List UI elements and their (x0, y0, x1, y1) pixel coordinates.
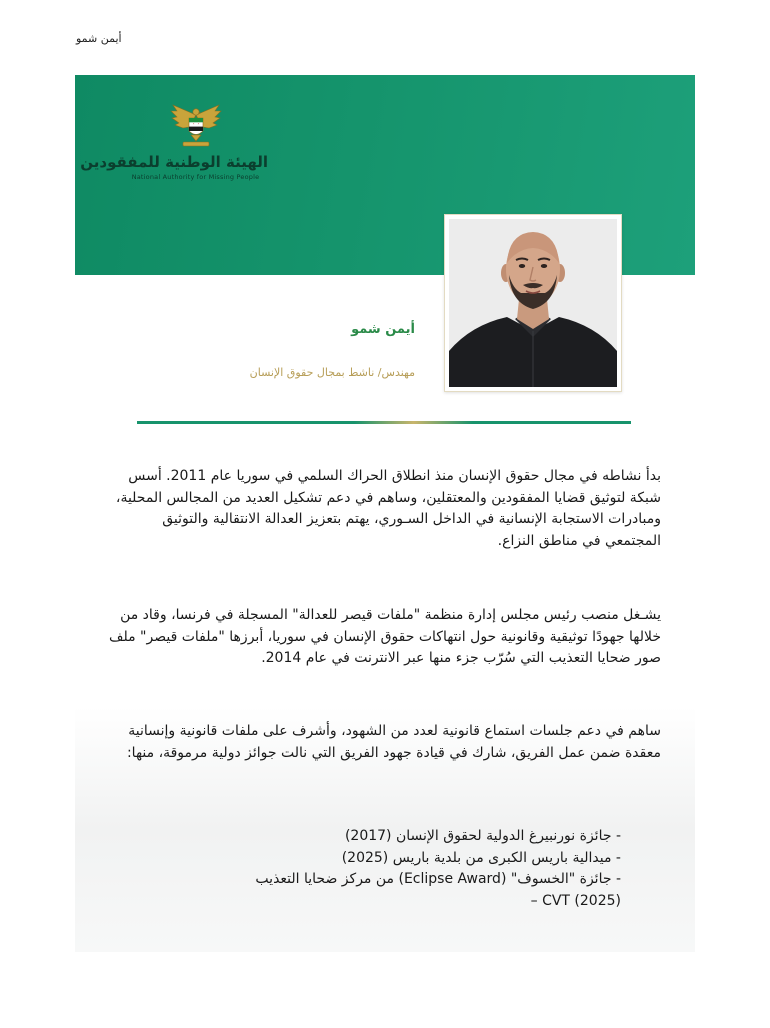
person-name: أيمن شمو (351, 322, 415, 337)
profile-sheet (75, 75, 695, 952)
organization-name-arabic: الهيئة الوطنية للمفقودين (80, 153, 268, 171)
bio-paragraph: بدأ نشاطه في مجال حقوق الإنسان منذ انطلاق الحراك السلمي في سوريا عام 2011. أسس شبكة لتوثيق قضايا المفقودين والمعتقلين، وساهم في دعم تشكيل العديد من المجالس المحلية، ومبادرات الاستجابة الإنسانية في الداخل السـوري، يهتم بتعزيز العدالة الانتقالية والتوثيق المجتمعي في مناطق النزاع. (115, 468, 661, 549)
running-head: أيمن شمو (76, 32, 122, 45)
syrian-eagle-emblem-icon (167, 101, 225, 149)
portrait-frame (444, 214, 622, 392)
person-title: مهندس/ ناشط بمجال حقوق الإنسان (249, 366, 415, 379)
award-item: - جائزة "الخسوف" (Eclipse Award) من مركز ضحايا التعذيب (255, 871, 621, 887)
award-item: - جائزة نورنبيرغ الدولية لحقوق الإنسان (2017) (344, 828, 621, 844)
portrait-photo (449, 219, 617, 387)
organization-name-english: National Authority for Missing People (131, 173, 260, 181)
portrait-illustration (449, 219, 617, 387)
bio-paragraph: يشـغل منصب رئيس مجلس إدارة منظمة "ملفات قيصر للعدالة" المسجلة في فرنسا، وقاد من خلالها جهودًا توثيقية وقانونية حول انتهاكات حقوق الإنسان في سوريا، أبرزها "ملفات قيصر" ملف صور ضحايا التعذيب التي سُرّب جزء منها عبر الانترنت في عام 2014. (108, 607, 661, 666)
awards-list (105, 826, 621, 912)
award-item: - ميدالية باريس الكبرى من بلدية باريس (2025) (341, 849, 621, 866)
organization-logo (80, 101, 268, 196)
bio-paragraph: ساهم في دعم جلسات استماع قانونية لعدد من الشهود، وأشرف على ملفات قانونية وإنسانية معقدة ضمن عمل الفريق، شارك في قيادة جهود الفريق التي نالت جوائز دولية مرموقة، منها: (126, 723, 661, 761)
section-divider (137, 421, 631, 424)
award-item: CVT (2025) – (530, 892, 621, 909)
